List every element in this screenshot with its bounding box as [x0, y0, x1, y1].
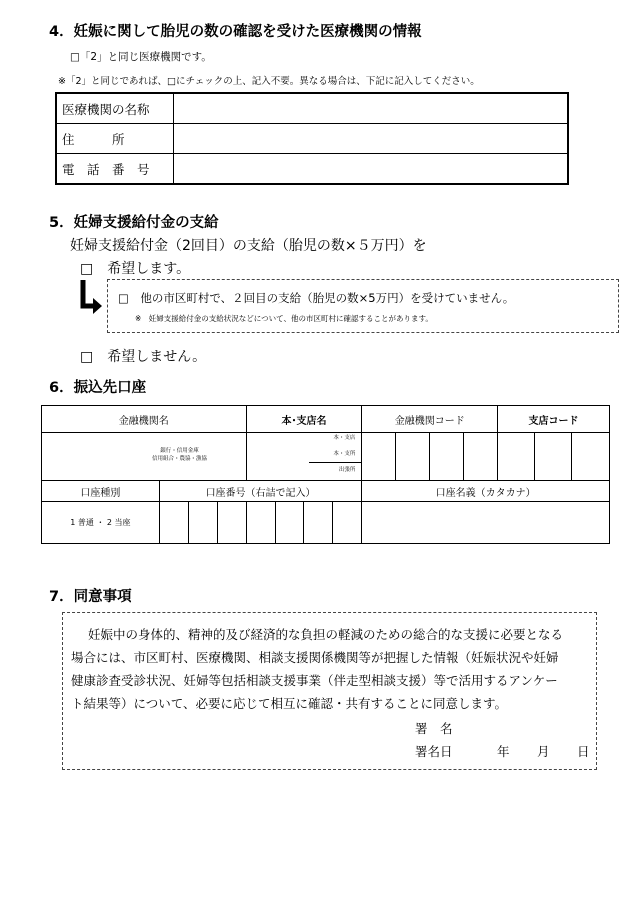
medical-facility-table — [55, 92, 569, 185]
consent-line-3: 健康診査受診状況、妊婦等包括相談支援事業（伴走型相談支援）等で活用するアンケー — [71, 673, 558, 688]
branch-type-3: 出張所 — [338, 467, 356, 473]
facility-name-field[interactable] — [174, 93, 569, 124]
bank-code-digit[interactable] — [430, 433, 464, 481]
facility-name-label: 医療機関の名称 — [56, 93, 174, 124]
branch-name-field[interactable] — [246, 433, 362, 481]
table-row — [56, 93, 568, 124]
section-6-heading: 6．振込先口座 — [49, 380, 147, 396]
option-not-desire-checkbox[interactable]: □ 希望しません。 — [80, 349, 207, 365]
other-municipality-box — [107, 279, 619, 333]
table-row — [42, 502, 610, 544]
account-type-field[interactable]: 1 普通 ・ 2 当座 — [42, 502, 160, 544]
month-label: 月 — [537, 744, 550, 759]
day-label: 日 — [577, 744, 590, 759]
account-number-digit[interactable] — [159, 502, 188, 544]
account-holder-field[interactable] — [362, 502, 610, 544]
facility-phone-label: 電 話 番 号 — [56, 154, 174, 185]
account-number-digit[interactable] — [188, 502, 217, 544]
option-desire-checkbox[interactable]: □ 希望します。 — [80, 261, 191, 277]
consent-box — [62, 612, 597, 770]
branch-type-1: 本・支店 — [333, 435, 356, 441]
bank-name-field[interactable] — [42, 433, 247, 481]
section-7-heading: 7．同意事項 — [49, 589, 132, 605]
table-row — [56, 154, 568, 185]
table-row — [56, 124, 568, 154]
bank-name-header: 金融機関名 — [42, 406, 247, 433]
bank-type-1: 銀行・信用金庫 — [160, 448, 199, 454]
bank-account-table — [41, 405, 610, 544]
branch-code-header: 支店コード — [498, 406, 610, 433]
account-number-digit[interactable] — [217, 502, 246, 544]
not-received-checkbox[interactable]: □ 他の市区町村で、２回目の支給（胎児の数×5万円）を受けていません。 — [118, 291, 515, 305]
bank-code-digit[interactable] — [362, 433, 396, 481]
account-number-digit[interactable] — [304, 502, 333, 544]
table-row — [42, 406, 610, 433]
bank-code-digit[interactable] — [396, 433, 430, 481]
same-facility-checkbox[interactable]: □「2」と同じ医療機関です。 — [70, 51, 212, 63]
section-5-intro: 妊婦支援給付金（2回目）の支給（胎児の数×５万円）を — [70, 238, 427, 254]
branch-name-header: 本･支店名 — [246, 406, 362, 433]
branch-code-digit[interactable] — [571, 433, 609, 481]
account-holder-header: 口座名義（カタカナ） — [362, 481, 610, 502]
section-4-note: ※「2」と同じであれば、□にチェックの上、記入不要。異なる場合は、下記に記入してください。 — [58, 76, 480, 87]
account-number-header: 口座番号（右詰で記入） — [159, 481, 362, 502]
consent-line-2: 場合には、市区町村、医療機関、相談支援関係機関等が把握した情報（妊娠状況や妊婦 — [71, 650, 559, 665]
facility-address-field[interactable] — [174, 124, 569, 154]
section-5-heading: 5．妊婦支援給付金の支給 — [49, 215, 219, 231]
signature-date-label: 署名日 — [415, 744, 453, 759]
branch-type-2: 本・支所 — [333, 451, 356, 457]
table-row — [42, 481, 610, 502]
consent-line-1: 妊娠中の身体的、精神的及び経済的な負担の軽減のための総合的な支援に必要となる — [88, 627, 564, 642]
year-label: 年 — [497, 744, 510, 759]
account-number-digit[interactable] — [246, 502, 275, 544]
branch-code-digit[interactable] — [535, 433, 572, 481]
table-row — [42, 433, 610, 481]
account-number-digit[interactable] — [333, 502, 362, 544]
confirmation-note: ※ 妊婦支援給付金の支給状況などについて、他の市区町村に確認することがあります。 — [135, 314, 433, 323]
bank-type-2: 信用組合・農協・漁協 — [152, 455, 208, 462]
facility-phone-field[interactable] — [174, 154, 569, 185]
account-type-header: 口座種別 — [42, 481, 160, 502]
bank-code-header: 金融機関コード — [362, 406, 498, 433]
branch-code-digit[interactable] — [498, 433, 535, 481]
signature-label: 署 名 — [415, 721, 453, 736]
consent-line-4: ト結果等）について、必要に応じて相互に確認・共有することに同意します。 — [71, 696, 508, 711]
facility-address-label: 住 所 — [56, 124, 174, 154]
section-4-heading: 4．妊娠に関して胎児の数の確認を受けた医療機関の情報 — [49, 24, 422, 40]
bank-code-digit[interactable] — [464, 433, 498, 481]
account-number-digit[interactable] — [275, 502, 304, 544]
turn-arrow-icon — [78, 278, 104, 318]
